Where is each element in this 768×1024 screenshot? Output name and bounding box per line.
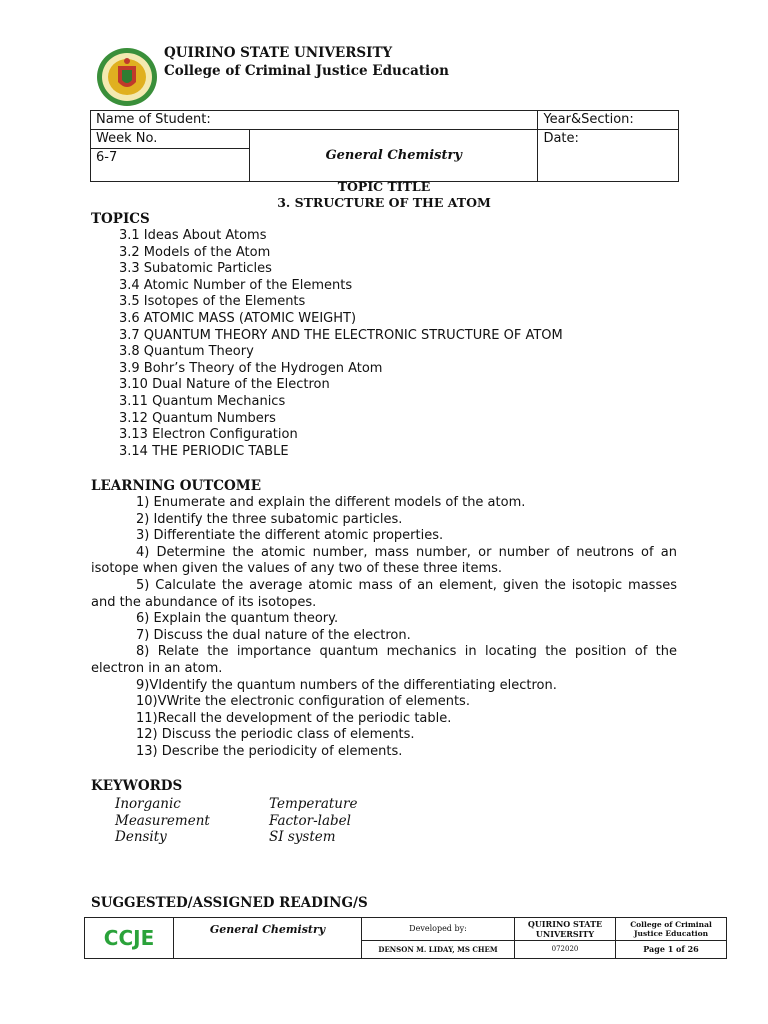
week-no-value: 6-7 [91, 149, 250, 182]
topics-list [119, 228, 563, 460]
keyword: Factor-label [269, 812, 351, 829]
keyword: Measurement [115, 812, 210, 829]
list-item: 3.1 Ideas About Atoms [119, 228, 267, 243]
list-item: 11)Recall the development of the periodic table. [136, 710, 452, 726]
date-label: Date: [538, 130, 679, 182]
footer-developer: DENSON M. LIDAY, MS CHEM [362, 940, 515, 958]
outcomes-list [91, 495, 677, 761]
week-no-label: Week No. [91, 130, 250, 149]
topic-title-label: TOPIC TITLE [337, 179, 431, 194]
university-name: QUIRINO STATE UNIVERSITY [164, 45, 393, 61]
learning-outcome-heading: LEARNING OUTCOME [91, 478, 262, 494]
list-item: 3.9 Bohr’s Theory of the Hydrogen Atom [119, 360, 383, 376]
footer-table [84, 917, 727, 959]
college-name: College of Criminal Justice Education [164, 63, 449, 79]
list-item: 8) Relate the importance quantum mechanics in locating the position of the electron in an atom. [91, 644, 677, 676]
list-item: 3.2 Models of the Atom [119, 244, 271, 260]
university-seal-logo [94, 46, 164, 108]
list-item: 1) Enumerate and explain the different models of the atom. [136, 495, 526, 510]
keyword: Temperature [269, 796, 358, 812]
list-item: 2) Identify the three subatomic particles. [136, 511, 403, 527]
keywords-column-2 [269, 796, 357, 846]
keywords-column-1 [115, 796, 210, 846]
suggested-reading-heading: SUGGESTED/ASSIGNED READING/S [91, 895, 368, 911]
list-item: 3.11 Quantum Mechanics [119, 393, 286, 409]
list-item: 7) Discuss the dual nature of the electron. [136, 627, 411, 643]
list-item: 3.4 Atomic Number of the Elements [119, 277, 353, 293]
topic-title: 3. STRUCTURE OF THE ATOM [277, 195, 491, 210]
footer-developed-by: Developed by: [362, 918, 515, 941]
keyword: Density [115, 829, 167, 846]
list-item: 3.10 Dual Nature of the Electron [119, 377, 330, 393]
list-item: 12) Discuss the periodic class of elements. [136, 727, 415, 743]
year-section-label: Year&Section: [538, 111, 679, 130]
student-info-table [90, 110, 679, 182]
subject-cell: General Chemistry [250, 130, 538, 182]
list-item: 3.3 Subatomic Particles [119, 261, 272, 277]
keyword: Inorganic [115, 796, 181, 812]
list-item: 3.12 Quantum Numbers [119, 410, 276, 426]
list-item: 3.7 QUANTUM THEORY AND THE ELECTRONIC STRUCTURE OF ATOM [119, 327, 563, 343]
list-item: 3.5 Isotopes of the Elements [119, 294, 306, 310]
list-item: 10)VWrite the electronic configuration of elements. [136, 694, 470, 710]
list-item: 6) Explain the quantum theory. [136, 611, 339, 627]
list-item: 4) Determine the atomic number, mass number, or number of neutrons of an isotope when given the values of any two of these three items. [91, 544, 677, 577]
footer-university: QUIRINO STATE UNIVERSITY [515, 918, 616, 941]
list-item: 13) Describe the periodicity of elements. [136, 743, 403, 759]
keywords-heading: KEYWORDS [91, 778, 183, 794]
list-item: 3.14 THE PERIODIC TABLE [119, 443, 289, 459]
footer-college: College of Criminal Justice Education [616, 918, 727, 941]
footer-page-number: Page 1 of 26 [616, 940, 727, 958]
list-item: 9)VIdentify the quantum numbers of the differentiating electron. [136, 677, 557, 693]
footer-code: 072020 [515, 940, 616, 958]
list-item: 3.8 Quantum Theory [119, 344, 254, 360]
list-item: 3) Differentiate the different atomic properties. [136, 528, 444, 544]
topics-heading: TOPICS [91, 211, 150, 227]
list-item: 3.6 ATOMIC MASS (ATOMIC WEIGHT) [119, 310, 357, 326]
list-item: 3.13 Electron Configuration [119, 427, 298, 443]
footer-subject: General Chemistry [174, 918, 362, 959]
list-item: 5) Calculate the average atomic mass of an element, given the isotopic masses and the abundance of its isotopes. [91, 577, 677, 610]
footer-ccje-logo: CCJE [85, 918, 174, 959]
name-of-student-label: Name of Student: [91, 111, 538, 130]
keyword: SI system [269, 829, 336, 846]
